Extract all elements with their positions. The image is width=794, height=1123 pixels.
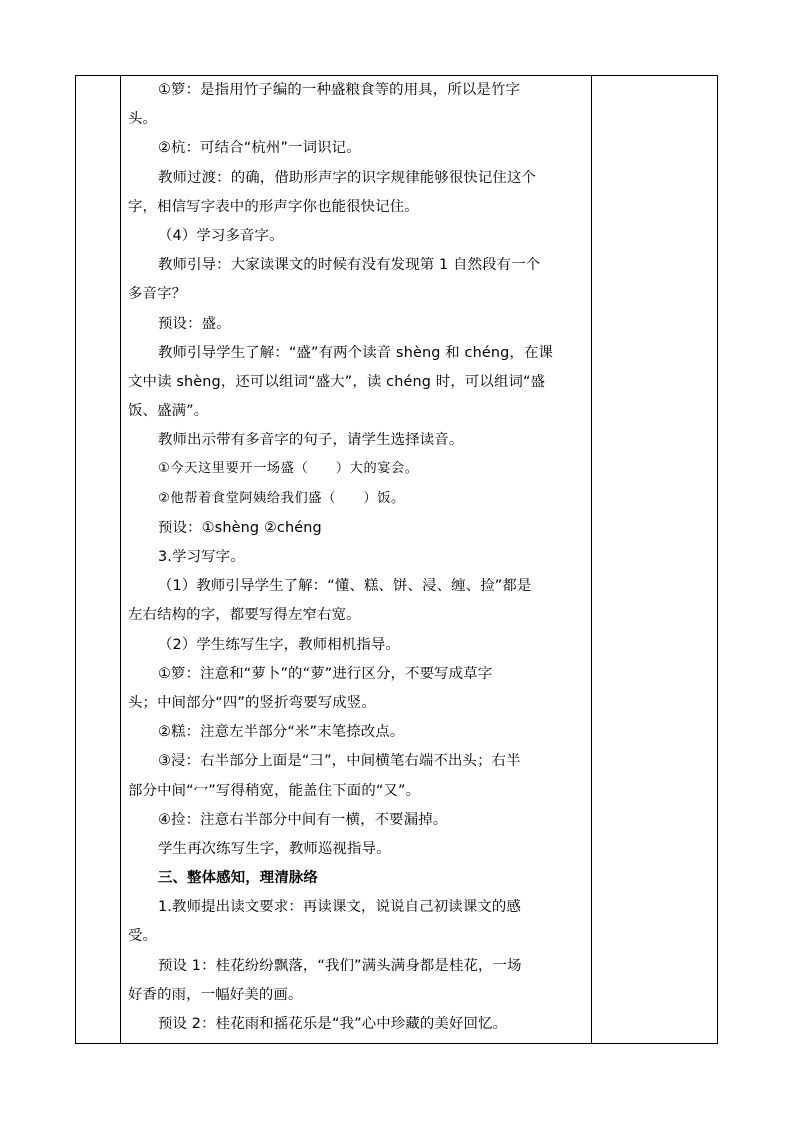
text-line: ②他帮着食堂阿姨给我们盛（ ）饭。 bbox=[158, 490, 405, 506]
text-line: 头；中间部分“四”的竖折弯要写成竖。 bbox=[128, 694, 376, 711]
text-line: 教师过渡：的确，借助形声字的识字规律能够很快记住这个 bbox=[158, 169, 537, 186]
text-line: 文中读 shèng，还可以组词“盛大”，读 chéng 时，可以组词“盛 bbox=[128, 373, 546, 390]
text-line: 教师引导学生了解：“盛”有两个读音 shèng 和 chéng，在课 bbox=[158, 344, 554, 361]
column-divider-right bbox=[591, 76, 592, 1043]
text-line: 字，相信写字表中的形声字你也能很快记住。 bbox=[128, 198, 419, 215]
lesson-content-cell bbox=[128, 80, 586, 1043]
text-line: 多音字？ bbox=[128, 286, 187, 303]
text-line: 左右结构的字，都要写得左窄右宽。 bbox=[128, 607, 361, 624]
text-line: （1）教师引导学生了解：“懂、糕、饼、浸、缠、捡”都是 bbox=[158, 578, 532, 595]
text-line: ②杭：可结合“杭州”一词识记。 bbox=[158, 140, 361, 157]
text-line: ③浸：右半部分上面是“彐”，中间横笔右端不出头；右半 bbox=[158, 753, 521, 770]
text-line: 1.教师提出读文要求：再读课文，说说自己初读课文的感 bbox=[158, 899, 522, 916]
section-heading: 三、整体感知，理清脉络 bbox=[158, 870, 318, 887]
text-line: 好香的雨，一幅好美的画。 bbox=[128, 986, 303, 1003]
text-line: （2）学生练写生字，教师相机指导。 bbox=[158, 636, 400, 653]
column-divider-left bbox=[120, 76, 121, 1043]
text-line: 饭、盛满”。 bbox=[128, 403, 209, 420]
text-line: ①今天这里要开一场盛（ ）大的宴会。 bbox=[158, 461, 419, 477]
text-line: 部分中间“冖”写得稍宽，能盖住下面的“又”。 bbox=[128, 782, 421, 799]
text-line: 教师引导：大家读课文的时候有没有发现第 1 自然段有一个 bbox=[158, 257, 541, 274]
text-line: ④捡：注意右半部分中间有一横，不要漏掉。 bbox=[158, 811, 448, 828]
text-line: ①箩：注意和“萝卜”的“萝”进行区分，不要写成草字 bbox=[158, 665, 493, 682]
text-line: 预设 1：桂花纷纷飘落，“我们”满头满身都是桂花，一场 bbox=[158, 957, 522, 974]
text-line: （4）学习多音字。 bbox=[158, 227, 284, 244]
text-line: 预设：盛。 bbox=[158, 315, 231, 332]
text-line: 学生再次练写生字，教师巡视指导。 bbox=[158, 840, 391, 857]
text-line: 预设：①shèng ②chéng bbox=[158, 519, 322, 536]
text-line: 3.学习写字。 bbox=[158, 549, 245, 565]
text-line: 预设 2：桂花雨和摇花乐是“我”心中珍藏的美好回忆。 bbox=[158, 1016, 508, 1032]
text-line: 受。 bbox=[128, 928, 158, 945]
text-line: 教师出示带有多音字的句子，请学生选择读音。 bbox=[158, 432, 464, 449]
text-line: ①箩：是指用竹子编的一种盛粮食等的用具，所以是竹字 bbox=[158, 82, 521, 98]
text-line: 头。 bbox=[128, 111, 158, 128]
text-line: ②糕：注意左半部分“米”末笔捺改点。 bbox=[158, 724, 405, 741]
